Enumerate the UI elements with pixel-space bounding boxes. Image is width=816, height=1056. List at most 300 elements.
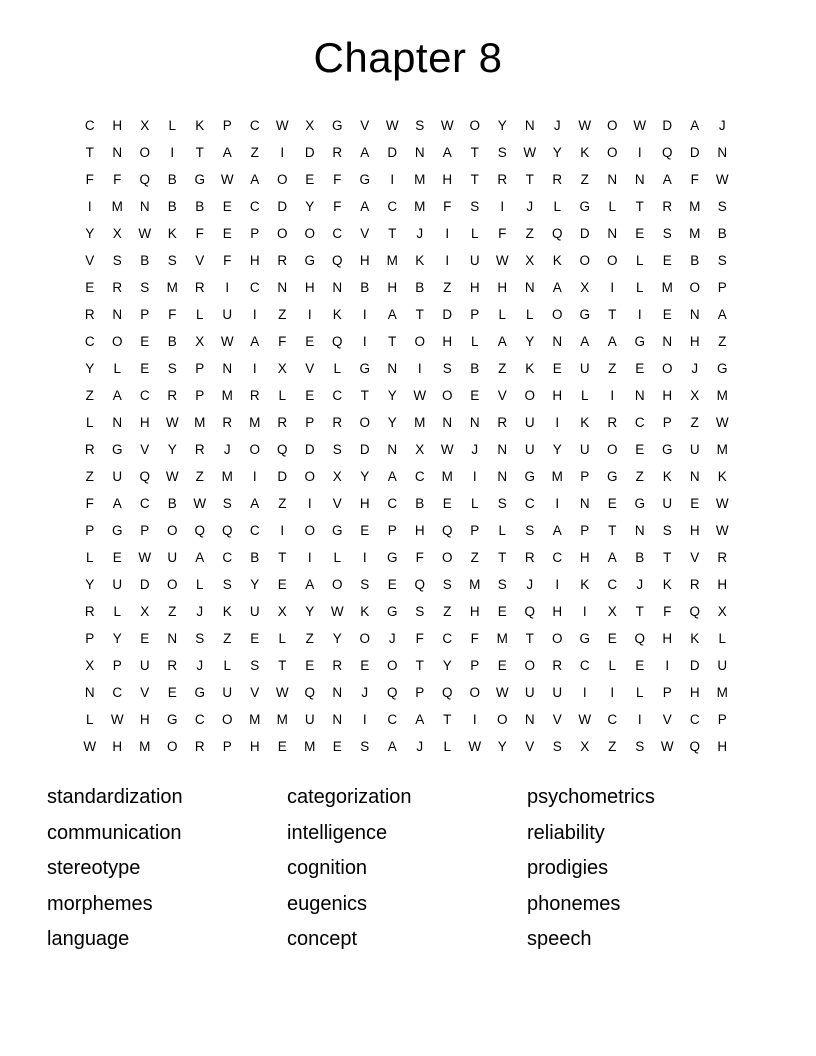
grid-letter: F — [223, 253, 232, 268]
grid-letter: Z — [608, 739, 617, 754]
grid-letter: T — [635, 604, 644, 619]
grid-letter: E — [305, 658, 315, 673]
grid-letter: Q — [524, 604, 535, 619]
grid-letter: M — [221, 388, 233, 403]
grid-letter: H — [442, 172, 453, 187]
grid-letter: W — [413, 388, 427, 403]
grid-letter: B — [167, 199, 177, 214]
grid-letter: S — [717, 199, 727, 214]
grid-row — [76, 733, 736, 760]
grid-letter: N — [332, 712, 343, 727]
grid-letter: W — [193, 496, 207, 511]
grid-letter: Z — [608, 361, 617, 376]
grid-letter: S — [442, 577, 452, 592]
grid-letter: E — [167, 685, 177, 700]
word-list-item: phonemes — [527, 892, 621, 915]
grid-letter: E — [497, 604, 507, 619]
grid-letter: E — [140, 361, 150, 376]
grid-letter: O — [551, 307, 563, 322]
grid-letter: U — [524, 685, 535, 700]
grid-letter: N — [84, 685, 95, 700]
grid-letter: P — [580, 469, 590, 484]
grid-row — [76, 355, 736, 382]
grid-letter: N — [524, 280, 535, 295]
grid-letter: N — [332, 685, 343, 700]
grid-letter: R — [194, 442, 205, 457]
grid-letter: T — [388, 226, 397, 241]
grid-letter: K — [580, 415, 590, 430]
grid-letter: W — [275, 118, 289, 133]
grid-letter: H — [469, 280, 480, 295]
grid-row — [76, 706, 736, 733]
grid-letter: N — [634, 388, 645, 403]
grid-letter: Q — [689, 604, 700, 619]
grid-row — [76, 652, 736, 679]
grid-letter: Z — [278, 496, 287, 511]
grid-letter: L — [85, 415, 94, 430]
grid-letter: Y — [85, 577, 95, 592]
grid-letter: H — [689, 334, 700, 349]
grid-letter: L — [195, 307, 204, 322]
grid-letter: Y — [167, 442, 177, 457]
grid-letter: T — [470, 145, 479, 160]
grid-letter: K — [662, 577, 672, 592]
grid-letter: I — [307, 550, 312, 565]
grid-letter: O — [441, 550, 453, 565]
grid-letter: S — [167, 253, 177, 268]
grid-letter: L — [85, 712, 94, 727]
grid-letter: Z — [250, 145, 259, 160]
grid-letter: O — [469, 685, 480, 700]
grid-letter: E — [497, 658, 507, 673]
grid-letter: P — [222, 739, 232, 754]
grid-letter: R — [277, 253, 288, 268]
grid-letter: O — [606, 118, 618, 133]
grid-letter: W — [495, 685, 509, 700]
grid-letter: K — [690, 631, 700, 646]
grid-letter: R — [277, 415, 288, 430]
word-list-item: stereotype — [47, 857, 141, 879]
grid-letter: L — [333, 361, 341, 376]
grid-letter: A — [717, 307, 727, 322]
grid-letter: I — [582, 685, 587, 700]
grid-letter: Y — [497, 739, 507, 754]
grid-letter: E — [332, 739, 342, 754]
word-list-item: prodigies — [527, 857, 609, 879]
grid-letter: V — [305, 361, 315, 376]
grid-letter: O — [579, 253, 590, 268]
grid-letter: T — [525, 631, 534, 646]
grid-letter: O — [414, 334, 425, 349]
grid-letter: L — [498, 307, 506, 322]
grid-letter: T — [195, 145, 204, 160]
grid-letter: Z — [525, 226, 534, 241]
grid-letter: Q — [414, 577, 425, 592]
grid-letter: B — [415, 496, 425, 511]
grid-letter: T — [415, 307, 424, 322]
grid-row — [76, 598, 736, 625]
grid-letter: N — [497, 469, 508, 484]
grid-letter: Y — [112, 631, 122, 646]
grid-letter: J — [223, 442, 231, 457]
grid-letter: O — [359, 415, 370, 430]
grid-letter: C — [112, 685, 123, 700]
grid-letter: L — [223, 658, 231, 673]
grid-letter: G — [194, 685, 205, 700]
grid-letter: H — [662, 388, 673, 403]
grid-letter: E — [607, 631, 617, 646]
grid-letter: X — [140, 604, 150, 619]
grid-letter: M — [551, 469, 563, 484]
grid-letter: E — [552, 361, 562, 376]
grid-letter: C — [387, 496, 398, 511]
grid-letter: A — [222, 145, 232, 160]
grid-letter: S — [415, 118, 425, 133]
grid-letter: O — [139, 145, 150, 160]
grid-letter: C — [139, 496, 150, 511]
grid-letter: H — [717, 739, 728, 754]
grid-letter: I — [252, 361, 257, 376]
grid-letter: I — [582, 604, 587, 619]
grid-letter: C — [689, 712, 700, 727]
grid-letter: C — [332, 388, 343, 403]
grid-letter: I — [170, 145, 175, 160]
grid-letter: V — [332, 496, 342, 511]
grid-letter: G — [634, 496, 645, 511]
grid-letter: W — [468, 739, 482, 754]
grid-row — [76, 247, 736, 274]
grid-letter: H — [359, 253, 370, 268]
grid-letter: M — [716, 685, 728, 700]
word-list — [47, 780, 767, 958]
grid-letter: T — [360, 388, 369, 403]
grid-letter: P — [470, 658, 480, 673]
grid-letter: M — [139, 739, 151, 754]
grid-letter: R — [332, 658, 343, 673]
grid-letter: J — [691, 361, 699, 376]
grid-letter: E — [662, 307, 672, 322]
grid-row — [76, 220, 736, 247]
grid-letter: V — [140, 442, 150, 457]
grid-letter: D — [579, 226, 590, 241]
grid-letter: K — [662, 469, 672, 484]
grid-letter: L — [168, 118, 176, 133]
grid-letter: Z — [470, 550, 479, 565]
grid-letter: G — [634, 334, 645, 349]
grid-letter: O — [386, 658, 398, 673]
grid-letter: H — [359, 496, 370, 511]
grid-letter: A — [552, 280, 562, 295]
grid-letter: Z — [718, 334, 727, 349]
grid-letter: G — [111, 523, 123, 538]
grid-letter: Q — [221, 523, 233, 538]
grid-letter: Z — [580, 172, 589, 187]
grid-letter: T — [608, 523, 617, 538]
grid-letter: T — [415, 658, 424, 673]
grid-letter: Y — [497, 118, 507, 133]
grid-letter: H — [414, 523, 425, 538]
grid-letter: R — [689, 577, 700, 592]
grid-letter: T — [443, 712, 452, 727]
grid-letter: S — [497, 577, 507, 592]
grid-letter: L — [470, 226, 479, 241]
grid-letter: A — [387, 739, 397, 754]
grid-letter: O — [166, 523, 178, 538]
grid-letter: E — [277, 739, 287, 754]
grid-letter: R — [497, 415, 508, 430]
grid-letter: L — [553, 199, 561, 214]
grid-letter: W — [715, 523, 729, 538]
grid-letter: U — [112, 469, 123, 484]
grid-letter: N — [222, 361, 233, 376]
grid-letter: G — [579, 199, 590, 214]
grid-letter: W — [138, 226, 152, 241]
grid-letter: Z — [278, 307, 287, 322]
grid-letter: Z — [195, 469, 204, 484]
grid-letter: A — [387, 307, 397, 322]
grid-letter: M — [689, 226, 701, 241]
grid-row — [76, 571, 736, 598]
grid-letter: N — [717, 145, 728, 160]
word-list-item: concept — [287, 928, 358, 950]
grid-letter: N — [332, 280, 343, 295]
grid-letter: F — [690, 172, 699, 187]
grid-letter: E — [85, 280, 95, 295]
grid-letter: C — [249, 280, 260, 295]
grid-letter: H — [579, 550, 590, 565]
grid-letter: Y — [305, 199, 315, 214]
grid-letter: G — [331, 118, 343, 133]
word-list-item: standardization — [47, 786, 183, 808]
grid-letter: R — [194, 280, 205, 295]
grid-letter: V — [140, 685, 150, 700]
grid-letter: L — [525, 307, 534, 322]
grid-letter: M — [469, 577, 481, 592]
grid-letter: Q — [386, 685, 398, 700]
grid-letter: S — [167, 361, 177, 376]
grid-letter: O — [331, 577, 343, 592]
grid-letter: G — [579, 307, 590, 322]
grid-letter: L — [635, 685, 644, 700]
grid-letter: R — [84, 307, 95, 322]
grid-letter: H — [469, 604, 480, 619]
grid-letter: C — [139, 388, 150, 403]
grid-letter: L — [635, 280, 644, 295]
grid-letter: A — [662, 172, 672, 187]
grid-letter: V — [360, 118, 370, 133]
grid-letter: S — [360, 577, 370, 592]
grid-letter: V — [250, 685, 260, 700]
grid-letter: M — [249, 712, 261, 727]
grid-letter: J — [196, 604, 204, 619]
grid-letter: N — [167, 631, 178, 646]
grid-letter: Y — [305, 604, 315, 619]
grid-letter: P — [85, 523, 95, 538]
grid-letter: J — [718, 118, 726, 133]
grid-letter: T — [635, 199, 644, 214]
grid-letter: N — [579, 496, 590, 511]
grid-letter: P — [415, 685, 425, 700]
grid-row — [76, 517, 736, 544]
grid-letter: K — [167, 226, 177, 241]
grid-letter: G — [579, 631, 590, 646]
grid-letter: U — [524, 442, 535, 457]
grid-letter: N — [552, 334, 563, 349]
grid-letter: Q — [441, 685, 453, 700]
grid-letter: J — [416, 226, 424, 241]
grid-letter: A — [360, 145, 370, 160]
grid-letter: M — [716, 388, 728, 403]
grid-letter: N — [112, 145, 123, 160]
grid-letter: L — [333, 550, 341, 565]
grid-letter: R — [662, 199, 673, 214]
grid-letter: Z — [168, 604, 177, 619]
grid-letter: D — [689, 658, 700, 673]
grid-letter: L — [635, 253, 644, 268]
grid-letter: V — [497, 388, 507, 403]
grid-letter: C — [84, 118, 95, 133]
grid-letter: N — [607, 172, 618, 187]
grid-letter: K — [332, 307, 342, 322]
grid-letter: O — [276, 226, 288, 241]
grid-letter: G — [606, 469, 618, 484]
grid-letter: O — [496, 712, 508, 727]
grid-letter: X — [305, 118, 315, 133]
grid-letter: I — [252, 307, 257, 322]
grid-letter: J — [196, 658, 204, 673]
grid-row — [76, 679, 736, 706]
grid-letter: J — [361, 685, 369, 700]
grid-letter: I — [555, 577, 560, 592]
grid-row — [76, 328, 736, 355]
grid-letter: Y — [387, 388, 397, 403]
grid-letter: A — [690, 118, 700, 133]
grid-row — [76, 193, 736, 220]
grid-letter: M — [414, 172, 426, 187]
grid-letter: X — [415, 442, 425, 457]
grid-letter: H — [497, 280, 508, 295]
grid-letter: E — [635, 442, 645, 457]
grid-letter: U — [579, 442, 590, 457]
grid-letter: L — [85, 550, 94, 565]
grid-letter: N — [497, 442, 508, 457]
grid-row — [76, 544, 736, 571]
grid-letter: Z — [85, 469, 94, 484]
grid-letter: G — [111, 442, 123, 457]
grid-letter: S — [140, 280, 150, 295]
grid-letter: N — [607, 226, 618, 241]
word-list-item: cognition — [287, 857, 368, 879]
grid-letter: A — [552, 523, 562, 538]
grid-letter: N — [442, 415, 453, 430]
grid-letter: N — [387, 442, 398, 457]
grid-letter: R — [524, 550, 535, 565]
grid-letter: Q — [661, 145, 673, 160]
grid-letter: H — [387, 280, 398, 295]
grid-letter: I — [445, 226, 450, 241]
grid-letter: E — [222, 226, 232, 241]
word-list-column — [527, 780, 767, 958]
grid-letter: S — [717, 253, 727, 268]
grid-row — [76, 490, 736, 517]
grid-letter: F — [85, 496, 94, 511]
grid-letter: P — [140, 307, 150, 322]
grid-letter: X — [277, 604, 287, 619]
grid-letter: Y — [525, 334, 535, 349]
grid-letter: I — [252, 469, 257, 484]
grid-letter: M — [414, 199, 426, 214]
grid-letter: H — [689, 685, 700, 700]
grid-letter: H — [139, 712, 150, 727]
grid-letter: M — [496, 631, 508, 646]
grid-letter: F — [113, 172, 122, 187]
grid-letter: C — [249, 118, 260, 133]
grid-letter: J — [388, 631, 396, 646]
grid-letter: P — [580, 523, 590, 538]
grid-letter: N — [387, 361, 398, 376]
grid-letter: C — [249, 523, 260, 538]
grid-letter: I — [390, 172, 395, 187]
grid-letter: W — [578, 712, 592, 727]
grid-letter: L — [113, 604, 121, 619]
grid-letter: G — [359, 361, 370, 376]
grid-letter: F — [663, 604, 672, 619]
grid-letter: P — [662, 685, 672, 700]
grid-letter: I — [555, 415, 560, 430]
grid-letter: K — [580, 145, 590, 160]
grid-letter: T — [663, 550, 672, 565]
grid-letter: R — [332, 145, 343, 160]
grid-letter: U — [112, 577, 123, 592]
grid-letter: Z — [635, 469, 644, 484]
word-list-item: morphemes — [47, 892, 153, 915]
grid-letter: N — [662, 334, 673, 349]
grid-letter: W — [275, 685, 289, 700]
grid-letter: D — [304, 442, 315, 457]
grid-letter: M — [441, 469, 453, 484]
grid-letter: G — [166, 712, 178, 727]
grid-letter: R — [552, 172, 563, 187]
grid-letter: X — [525, 253, 535, 268]
grid-letter: H — [552, 604, 563, 619]
grid-letter: X — [580, 280, 590, 295]
grid-letter: L — [718, 631, 726, 646]
grid-letter: C — [607, 712, 618, 727]
grid-letter: K — [552, 253, 562, 268]
grid-letter: O — [304, 469, 315, 484]
grid-letter: T — [608, 307, 617, 322]
grid-letter: C — [414, 469, 425, 484]
grid-letter: O — [524, 658, 535, 673]
grid-letter: I — [87, 199, 92, 214]
grid-letter: M — [386, 253, 398, 268]
grid-letter: C — [387, 712, 398, 727]
grid-letter: E — [250, 631, 260, 646]
grid-letter: C — [634, 415, 645, 430]
grid-letter: L — [443, 739, 451, 754]
grid-letter: C — [442, 631, 453, 646]
page-title: Chapter 8 — [313, 34, 503, 81]
grid-letter: P — [662, 415, 672, 430]
grid-letter: Y — [332, 631, 342, 646]
grid-letter: D — [442, 307, 453, 322]
grid-letter: M — [194, 415, 206, 430]
grid-letter: O — [249, 442, 260, 457]
grid-letter: N — [524, 118, 535, 133]
grid-letter: N — [634, 172, 645, 187]
grid-letter: X — [607, 604, 617, 619]
grid-letter: I — [500, 199, 505, 214]
